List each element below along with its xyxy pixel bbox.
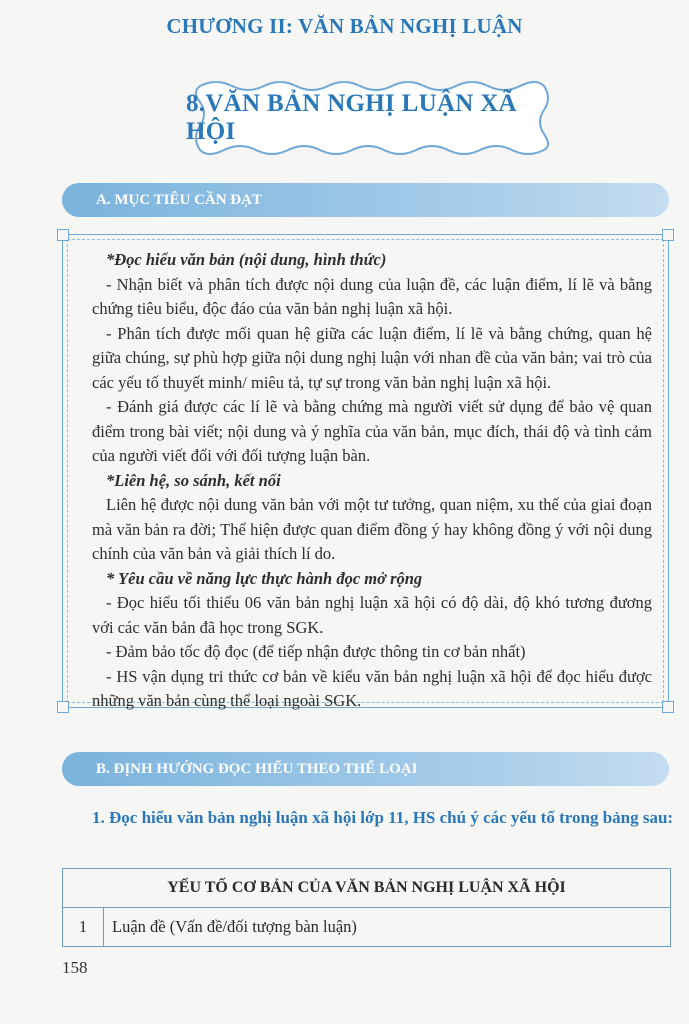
row-number: 1	[63, 908, 104, 947]
corner-ornament	[57, 229, 69, 241]
elements-table	[62, 868, 671, 947]
chapter-title: CHƯƠNG II: VĂN BẢN NGHỊ LUẬN	[166, 14, 523, 38]
corner-ornament	[662, 701, 674, 713]
paragraph: - Đánh giá được các lí lẽ và bằng chứng mà người viết sử dụng để bảo vệ quan điểm trong bài viết; nội dung và ý nghĩa của văn bản, mục đích, thái độ và tình cảm của người viết đối với đối tượng luận bàn.	[92, 397, 652, 465]
paragraph: - Đảm bảo tốc độ đọc (để tiếp nhận được thông tin cơ bản nhất)	[106, 642, 526, 661]
table-row	[63, 908, 671, 947]
subheading-extended-reading: * Yêu cầu về năng lực thực hành đọc mở rộng	[106, 568, 423, 588]
row-text: Luận đề (Vấn đề/đối tượng bàn luận)	[104, 908, 671, 947]
corner-ornament	[662, 229, 674, 241]
objectives-text	[92, 248, 652, 714]
table-header-row	[63, 869, 671, 908]
paragraph: Liên hệ được nội dung văn bản với một tư tưởng, quan niệm, xu thế của giai đoạn mà văn bản ra đời; Thể hiện được quan điểm đồng ý hay không đồng ý với nội dung chính của văn bản và giải thích lí do.	[92, 495, 652, 563]
item-title: 1. Đọc hiểu văn bản nghị luận xã hội lớp 11, HS chú ý các yếu tố trong bảng sau:	[92, 808, 674, 827]
subheading-connect: *Liên hệ, so sánh, kết nối	[106, 470, 281, 490]
paragraph: - Nhận biết và phân tích được nội dung của luận đề, các luận điểm, lí lẽ và bằng chứng tiêu biểu, độc đáo của văn bản nghị luận xã hội.	[92, 274, 652, 318]
page-number: 158	[62, 958, 88, 977]
corner-ornament	[57, 701, 69, 713]
paragraph: - HS vận dụng tri thức cơ bản về kiểu văn bản nghị luận xã hội để đọc hiểu được những văn bản cùng thể loại ngoài SGK.	[92, 666, 652, 710]
section-b-heading: B. ĐỊNH HƯỚNG ĐỌC HIỂU THEO THỂ LOẠI	[62, 752, 669, 786]
lesson-title: 8.VĂN BẢN NGHỊ LUẬN XÃ HỘI	[186, 90, 517, 145]
paragraph: - Đọc hiểu tối thiểu 06 văn bản nghị luận xã hội có độ dài, độ khó tương đương với các văn bản đã học trong SGK.	[92, 593, 652, 637]
lesson-banner	[186, 72, 558, 164]
subheading-reading: *Đọc hiểu văn bản (nội dung, hình thức)	[106, 250, 387, 269]
table-header: YẾU TỐ CƠ BẢN CỦA VĂN BẢN NGHỊ LUẬN XÃ HỘI	[63, 869, 671, 908]
paragraph: - Phân tích được mối quan hệ giữa các luận điểm, lí lẽ và bằng chứng, quan hệ giữa chúng, sự phù hợp giữa nội dung nghị luận với nhan đề của văn bản; vai trò của các yếu tố thuyết minh/ miêu tả, tự sự trong văn bản nghị luận xã hội.	[92, 323, 652, 392]
section-a-heading: A. MỤC TIÊU CẦN ĐẠT	[62, 183, 669, 217]
